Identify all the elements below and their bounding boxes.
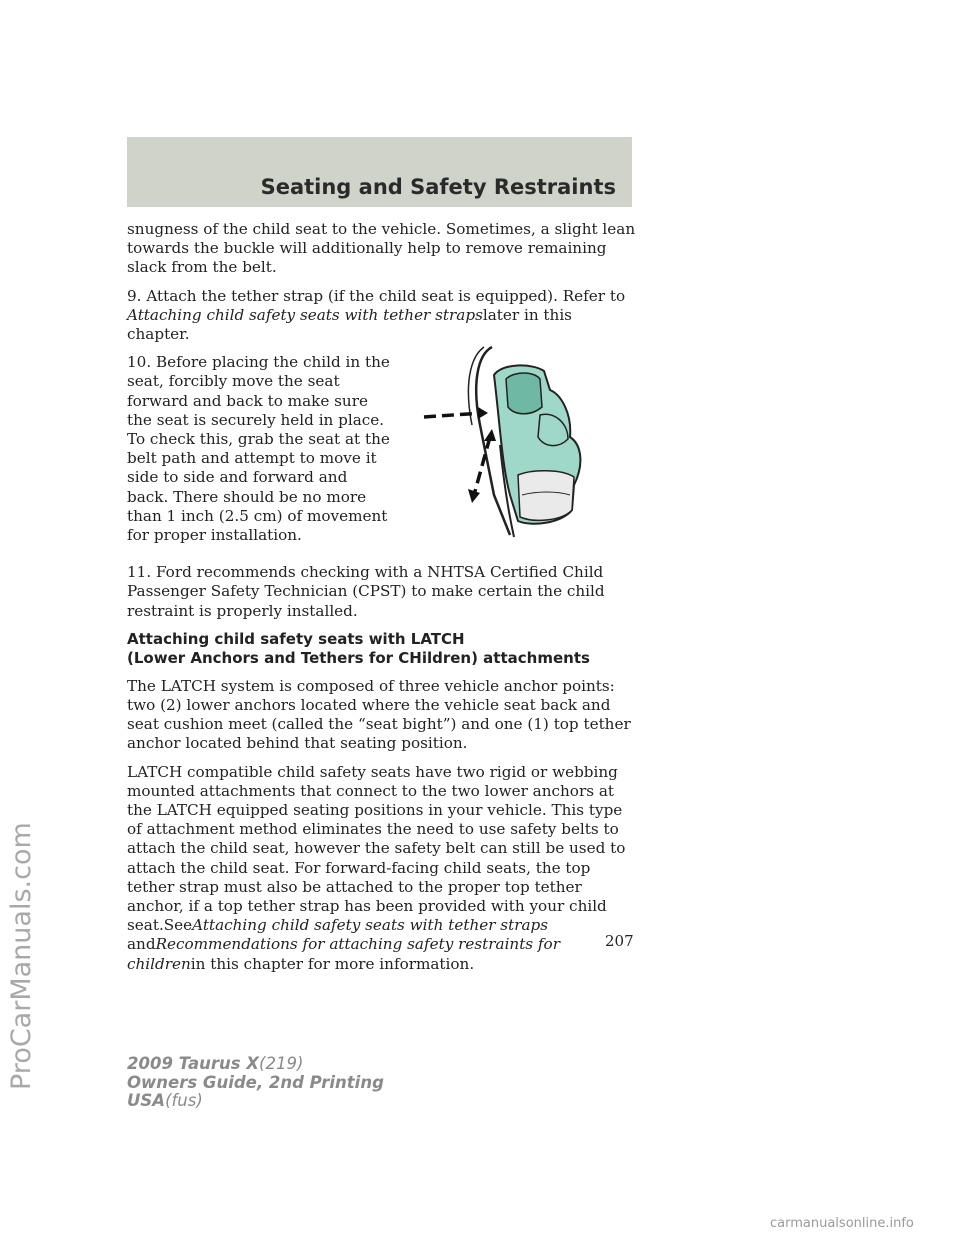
- page-number: 207: [605, 932, 634, 950]
- section-title: Seating and Safety Restraints: [260, 175, 616, 199]
- child-seat-base: [518, 471, 574, 521]
- side-watermark: ProCarManuals.com: [6, 822, 37, 1090]
- latch-section-heading: Attaching child safety seats with LATCH (Lower Anchors and Tethers for CHildren) attachments: [127, 629, 590, 667]
- child-seat-back-highlight: [506, 373, 542, 414]
- paragraph-snugness: snugness of the child seat to the vehicle. Sometimes, a slight lean towards the buckle will additionally help to remove remaining slack from the belt.: [127, 220, 636, 277]
- page-body: [127, 220, 637, 983]
- forward-back-arrow-line: [424, 413, 482, 417]
- side-arrow-bottom-head: [468, 489, 480, 503]
- paragraph-latch-system: The LATCH system is composed of three vehicle anchor points: two (2) lower anchors located where the vehicle seat back and seat cushion meet (called the “seat bight”) and one (1) top tether anchor located behind that seating position.: [127, 676, 631, 753]
- paragraph-latch-compatible: LATCH compatible child safety seats have two rigid or webbing mounted attachments that connect to the two lower anchors at the LATCH equipped seating positions in your vehicle. This type of attachment method eliminates the need to use safety belts to attach the child seat, however the safety belt can still be used to attach the child seat. For forward-facing child seats, the top tether strap must also be attached to the proper top tether anchor, if a top tether strap has been provided with your child seat.SeeAttaching child safety seats with tether straps andRecommendations for attaching safety restraints for childrenin this chapter for more information.: [127, 762, 626, 973]
- child-seat-illustration: [422, 345, 592, 540]
- paragraph-step-9: 9. Attach the tether strap (if the child seat is equipped). Refer to Attaching child safety seats with tether strapslater in this chapter.: [127, 286, 626, 344]
- forward-back-arrowhead: [478, 407, 488, 419]
- cross-reference-recommendations: Recommendations for attaching safety restraints for children: [127, 935, 560, 973]
- section-header-band: [127, 137, 632, 207]
- paragraph-step-10: 10. Before placing the child in the seat, forcibly move the seat forward and back to make sure the seat is securely held in place. To check this, grab the seat at the belt path and attempt to move it side to side and forward and back. There should be no more than 1 inch (2.5 cm) of movement for proper installation.: [127, 353, 390, 545]
- step-10-block: [127, 353, 637, 553]
- side-arrow-top-head: [484, 429, 496, 441]
- cross-reference-tether-straps-2: Attaching child safety seats with tether straps: [192, 916, 549, 935]
- bottom-watermark: carmanualsonline.info: [770, 1216, 914, 1231]
- document-footer: 2009 Taurus X(219) Owners Guide, 2nd Printing USA(fus): [127, 1054, 384, 1110]
- paragraph-step-11: 11. Ford recommends checking with a NHTSA Certified Child Passenger Safety Technician (CPST) to make certain the child restraint is properly installed.: [127, 563, 605, 620]
- cross-reference-tether-straps: Attaching child safety seats with tether straps: [127, 305, 483, 324]
